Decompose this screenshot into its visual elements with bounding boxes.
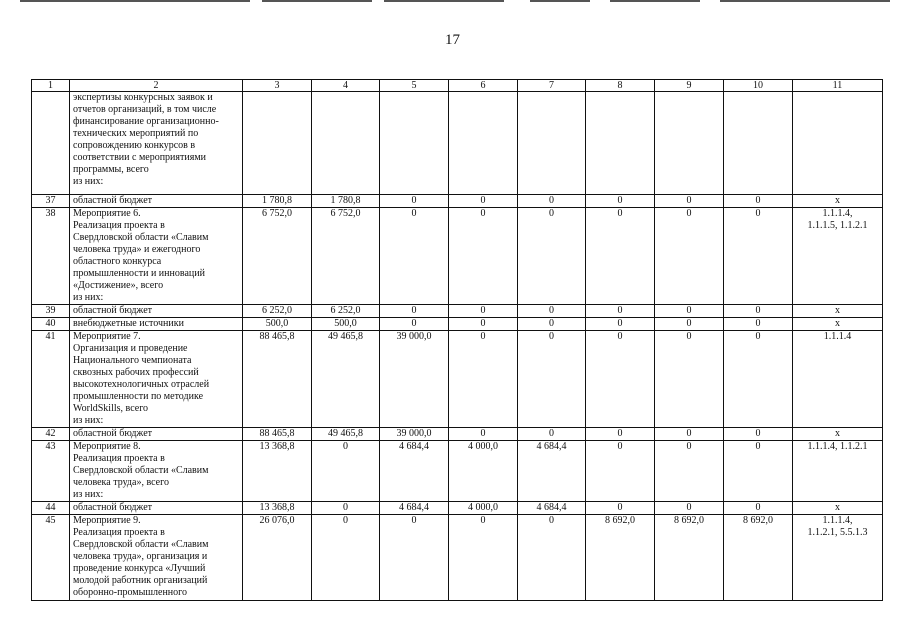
value-cell-col6 <box>449 441 518 502</box>
table-row <box>32 92 883 195</box>
row-name-cell <box>70 92 243 195</box>
value-cell-col9 <box>655 195 724 208</box>
row-name-cell <box>70 428 243 441</box>
value-cell-col9 <box>655 305 724 318</box>
row-number-cell <box>32 195 70 208</box>
column-header: 8 <box>586 80 655 92</box>
value-cell-col3-text: 26 076,0 <box>259 515 295 526</box>
value-cell-col7 <box>518 208 586 305</box>
target-code-cell <box>793 318 883 331</box>
value-cell-col5-text: 0 <box>411 195 417 206</box>
value-cell-col9-text: 0 <box>686 305 692 316</box>
value-cell-col9 <box>655 428 724 441</box>
row-name-cell-text: Мероприятие 9. Реализация проекта в Свердловской области «Славим человека труда», организация и проведение конкурса «Лучший молодой работник организаций оборонно-промышленного <box>73 515 209 598</box>
target-code-cell <box>793 331 883 428</box>
value-cell-col3-text: 500,0 <box>265 318 289 329</box>
value-cell-col6 <box>449 305 518 318</box>
value-cell-col4 <box>312 208 380 305</box>
value-cell-col6 <box>449 318 518 331</box>
value-cell-col6-text: 0 <box>480 331 486 342</box>
value-cell-col5 <box>380 428 449 441</box>
value-cell-col9-text: 0 <box>686 208 692 219</box>
value-cell-col5-text: 0 <box>411 305 417 316</box>
value-cell-col3 <box>243 195 312 208</box>
value-cell-col7 <box>518 305 586 318</box>
value-cell-col8 <box>586 195 655 208</box>
column-header: 2 <box>70 80 243 92</box>
table-header-row <box>32 80 883 92</box>
row-name-cell-text: областной бюджет <box>73 195 153 206</box>
row-name-cell <box>70 195 243 208</box>
value-cell-col7-text: 0 <box>549 305 554 316</box>
value-cell-col10-text: 0 <box>755 331 761 342</box>
value-cell-col3 <box>243 208 312 305</box>
value-cell-col10-text: 0 <box>755 502 761 513</box>
row-name-cell-text: областной бюджет <box>73 502 153 513</box>
value-cell-col8-text: 0 <box>617 502 623 513</box>
value-cell-col3 <box>243 92 312 195</box>
value-cell-col8-text: 0 <box>617 195 623 206</box>
value-cell-col7 <box>518 195 586 208</box>
value-cell-col10 <box>724 318 793 331</box>
value-cell-col4-text: 49 465,8 <box>328 331 363 342</box>
row-number-cell <box>32 441 70 502</box>
column-header: 3 <box>243 80 312 92</box>
value-cell-col9-text: 0 <box>686 195 692 206</box>
value-cell-col7 <box>518 318 586 331</box>
value-cell-col5-text: 39 000,0 <box>396 428 432 439</box>
value-cell-col6 <box>449 208 518 305</box>
value-cell-col5-text: 0 <box>411 515 417 526</box>
row-name-cell <box>70 331 243 428</box>
table-row <box>32 441 883 502</box>
value-cell-col3-text: 6 752,0 <box>262 208 292 219</box>
row-number-cell <box>32 502 70 515</box>
row-name-cell-text: областной бюджет <box>73 305 153 316</box>
value-cell-col5 <box>380 515 449 601</box>
value-cell-col10 <box>724 502 793 515</box>
row-name-cell <box>70 441 243 502</box>
value-cell-col7-text: 0 <box>549 208 554 219</box>
value-cell-col9-text: 0 <box>686 318 692 329</box>
target-code-cell-text: 1.1.1.4 <box>823 331 852 342</box>
row-number-cell-text: 38 <box>45 208 56 219</box>
value-cell-col6 <box>449 195 518 208</box>
value-cell-col4-text: 500,0 <box>334 318 357 329</box>
value-cell-col3 <box>243 318 312 331</box>
row-name-cell-text: Мероприятие 6. Реализация проекта в Свердловской области «Славим человека труда» и ежегодного областного конкурса промышленности и инноваций «Достижение», всего из них: <box>73 208 209 303</box>
value-cell-col3-text: 13 368,8 <box>259 502 295 513</box>
value-cell-col10 <box>724 428 793 441</box>
value-cell-col7-text: 4 684,4 <box>536 502 567 513</box>
budget-table <box>31 79 883 601</box>
value-cell-col3 <box>243 441 312 502</box>
value-cell-col10-text: 0 <box>755 195 761 206</box>
value-cell-col9 <box>655 441 724 502</box>
value-cell-col5 <box>380 305 449 318</box>
value-cell-col5 <box>380 195 449 208</box>
target-code-cell-text: 1.1.1.4, 1.1.2.1 <box>807 441 868 452</box>
target-code-cell <box>793 208 883 305</box>
value-cell-col3 <box>243 305 312 318</box>
page-number: 17 <box>445 32 460 48</box>
value-cell-col6-text: 0 <box>480 515 486 526</box>
target-code-cell-text: 1.1.1.4, 1.1.1.5, 1.1.2.1 <box>807 208 868 231</box>
value-cell-col9-text: 0 <box>686 428 692 439</box>
row-name-cell <box>70 208 243 305</box>
value-cell-col6-text: 0 <box>480 208 486 219</box>
table-row <box>32 331 883 428</box>
value-cell-col4 <box>312 195 380 208</box>
column-header: 6 <box>449 80 518 92</box>
value-cell-col8-text: 0 <box>617 305 623 316</box>
row-number-cell-text: 45 <box>45 515 56 526</box>
row-name-cell-text: Мероприятие 8. Реализация проекта в Свердловской области «Славим человека труда», всего из них: <box>73 441 209 500</box>
value-cell-col4 <box>312 441 380 502</box>
value-cell-col5-text: 4 684,4 <box>399 502 429 513</box>
value-cell-col7 <box>518 428 586 441</box>
row-number-cell <box>32 331 70 428</box>
column-header: 9 <box>655 80 724 92</box>
value-cell-col9 <box>655 331 724 428</box>
value-cell-col6-text: 0 <box>480 318 486 329</box>
value-cell-col7-text: 0 <box>549 515 554 526</box>
row-number-cell <box>32 318 70 331</box>
value-cell-col7 <box>518 92 586 195</box>
row-number-cell-text: 37 <box>45 195 56 206</box>
row-number-cell-text: 39 <box>45 305 56 316</box>
value-cell-col8 <box>586 318 655 331</box>
value-cell-col3 <box>243 502 312 515</box>
value-cell-col6 <box>449 515 518 601</box>
value-cell-col4 <box>312 428 380 441</box>
row-name-cell <box>70 515 243 601</box>
row-number-cell <box>32 208 70 305</box>
value-cell-col6-text: 0 <box>480 195 486 206</box>
value-cell-col10 <box>724 515 793 601</box>
value-cell-col4 <box>312 305 380 318</box>
table-row <box>32 208 883 305</box>
value-cell-col10-text: 0 <box>755 428 761 439</box>
value-cell-col4 <box>312 92 380 195</box>
value-cell-col3-text: 1 780,8 <box>262 195 292 206</box>
column-header: 7 <box>518 80 586 92</box>
table-row <box>32 428 883 441</box>
value-cell-col3-text: 88 465,8 <box>259 331 295 342</box>
value-cell-col9 <box>655 502 724 515</box>
value-cell-col8 <box>586 515 655 601</box>
value-cell-col10 <box>724 92 793 195</box>
row-name-cell-text: внебюджетные источники <box>73 318 184 329</box>
value-cell-col3 <box>243 515 312 601</box>
target-code-cell <box>793 502 883 515</box>
value-cell-col3-text: 6 252,0 <box>262 305 292 316</box>
table-row <box>32 318 883 331</box>
value-cell-col8-text: 0 <box>617 208 623 219</box>
row-name-cell <box>70 318 243 331</box>
value-cell-col3-text: 88 465,8 <box>259 428 295 439</box>
row-number-cell <box>32 428 70 441</box>
value-cell-col4-text: 49 465,8 <box>328 428 363 439</box>
value-cell-col4-text: 0 <box>343 502 348 513</box>
column-header: 10 <box>724 80 793 92</box>
target-code-cell <box>793 441 883 502</box>
value-cell-col8 <box>586 208 655 305</box>
value-cell-col9-text: 0 <box>686 441 692 452</box>
value-cell-col8-text: 0 <box>617 441 623 452</box>
value-cell-col3-text: 13 368,8 <box>259 441 295 452</box>
value-cell-col10-text: 0 <box>755 318 761 329</box>
target-code-cell <box>793 428 883 441</box>
value-cell-col8-text: 0 <box>617 428 623 439</box>
column-header: 5 <box>380 80 449 92</box>
row-number-cell-text: 43 <box>45 441 56 452</box>
table-row <box>32 195 883 208</box>
value-cell-col5-text: 39 000,0 <box>396 331 432 342</box>
value-cell-col7 <box>518 515 586 601</box>
target-code-cell-text: x <box>835 305 840 316</box>
value-cell-col4 <box>312 515 380 601</box>
row-name-cell-text: экспертизы конкурсных заявок и отчетов организаций, в том числе финансирование организационно- технических мероприятий по сопровождению конкурсов в соответствии с мероприятиями программы, всего из них: <box>73 92 219 187</box>
row-number-cell-text: 44 <box>45 502 56 513</box>
row-name-cell-text: областной бюджет <box>73 428 153 439</box>
target-code-cell <box>793 195 883 208</box>
value-cell-col6-text: 4 000,0 <box>468 502 498 513</box>
target-code-cell-text: x <box>835 502 840 513</box>
page-top-rule <box>0 0 905 3</box>
value-cell-col4 <box>312 318 380 331</box>
value-cell-col5-text: 0 <box>411 318 417 329</box>
row-number-cell-text: 42 <box>45 428 56 439</box>
value-cell-col6 <box>449 428 518 441</box>
target-code-cell-text: x <box>835 428 840 439</box>
value-cell-col5 <box>380 502 449 515</box>
value-cell-col8 <box>586 428 655 441</box>
value-cell-col10 <box>724 195 793 208</box>
table-row <box>32 502 883 515</box>
value-cell-col4 <box>312 331 380 428</box>
value-cell-col5 <box>380 441 449 502</box>
value-cell-col7 <box>518 441 586 502</box>
row-name-cell-text: Мероприятие 7. Организация и проведение Национального чемпионата сквозных рабочих профессий высокотехнологичных отраслей промышленности по методике WorldSkills, всего из них: <box>73 331 210 426</box>
row-number-cell <box>32 92 70 195</box>
value-cell-col6-text: 4 000,0 <box>468 441 498 452</box>
value-cell-col10 <box>724 331 793 428</box>
value-cell-col9-text: 8 692,0 <box>674 515 704 526</box>
value-cell-col9 <box>655 208 724 305</box>
value-cell-col7-text: 0 <box>549 195 554 206</box>
value-cell-col6-text: 0 <box>480 428 486 439</box>
value-cell-col7-text: 0 <box>549 318 554 329</box>
target-code-cell-text: x <box>835 195 840 206</box>
column-header: 11 <box>793 80 883 92</box>
value-cell-col9-text: 0 <box>686 502 692 513</box>
value-cell-col8 <box>586 441 655 502</box>
value-cell-col10 <box>724 441 793 502</box>
value-cell-col6-text: 0 <box>480 305 486 316</box>
column-header: 1 <box>32 80 70 92</box>
value-cell-col8 <box>586 305 655 318</box>
value-cell-col9 <box>655 318 724 331</box>
value-cell-col10-text: 8 692,0 <box>743 515 773 526</box>
value-cell-col4-text: 1 780,8 <box>330 195 361 206</box>
value-cell-col8-text: 0 <box>617 318 623 329</box>
table-row <box>32 305 883 318</box>
value-cell-col7 <box>518 502 586 515</box>
value-cell-col6 <box>449 331 518 428</box>
value-cell-col4-text: 6 252,0 <box>330 305 361 316</box>
value-cell-col7-text: 4 684,4 <box>536 441 567 452</box>
row-number-cell-text: 41 <box>45 331 56 342</box>
value-cell-col7 <box>518 331 586 428</box>
value-cell-col8-text: 0 <box>617 331 623 342</box>
row-name-cell <box>70 305 243 318</box>
value-cell-col10 <box>724 305 793 318</box>
value-cell-col5-text: 4 684,4 <box>399 441 429 452</box>
value-cell-col9 <box>655 92 724 195</box>
value-cell-col10-text: 0 <box>755 305 761 316</box>
value-cell-col10-text: 0 <box>755 441 761 452</box>
row-number-cell-text: 40 <box>45 318 56 329</box>
value-cell-col3 <box>243 428 312 441</box>
value-cell-col9 <box>655 515 724 601</box>
value-cell-col7-text: 0 <box>549 331 554 342</box>
row-number-cell <box>32 515 70 601</box>
value-cell-col5 <box>380 208 449 305</box>
value-cell-col10-text: 0 <box>755 208 761 219</box>
value-cell-col6 <box>449 92 518 195</box>
value-cell-col8 <box>586 502 655 515</box>
table-row <box>32 515 883 601</box>
value-cell-col9-text: 0 <box>686 331 692 342</box>
value-cell-col3 <box>243 331 312 428</box>
target-code-cell <box>793 92 883 195</box>
value-cell-col7-text: 0 <box>549 428 554 439</box>
target-code-cell-text: 1.1.1.4, 1.1.2.1, 5.5.1.3 <box>807 515 868 538</box>
target-code-cell <box>793 515 883 601</box>
value-cell-col8-text: 8 692,0 <box>605 515 635 526</box>
row-number-cell <box>32 305 70 318</box>
row-name-cell <box>70 502 243 515</box>
value-cell-col5 <box>380 92 449 195</box>
value-cell-col5 <box>380 318 449 331</box>
value-cell-col8 <box>586 331 655 428</box>
value-cell-col8 <box>586 92 655 195</box>
value-cell-col4-text: 0 <box>343 515 348 526</box>
target-code-cell-text: x <box>835 318 840 329</box>
target-code-cell <box>793 305 883 318</box>
value-cell-col4-text: 0 <box>343 441 348 452</box>
value-cell-col4-text: 6 752,0 <box>330 208 361 219</box>
value-cell-col6 <box>449 502 518 515</box>
value-cell-col4 <box>312 502 380 515</box>
value-cell-col5-text: 0 <box>411 208 417 219</box>
value-cell-col5 <box>380 331 449 428</box>
column-header: 4 <box>312 80 380 92</box>
value-cell-col10 <box>724 208 793 305</box>
